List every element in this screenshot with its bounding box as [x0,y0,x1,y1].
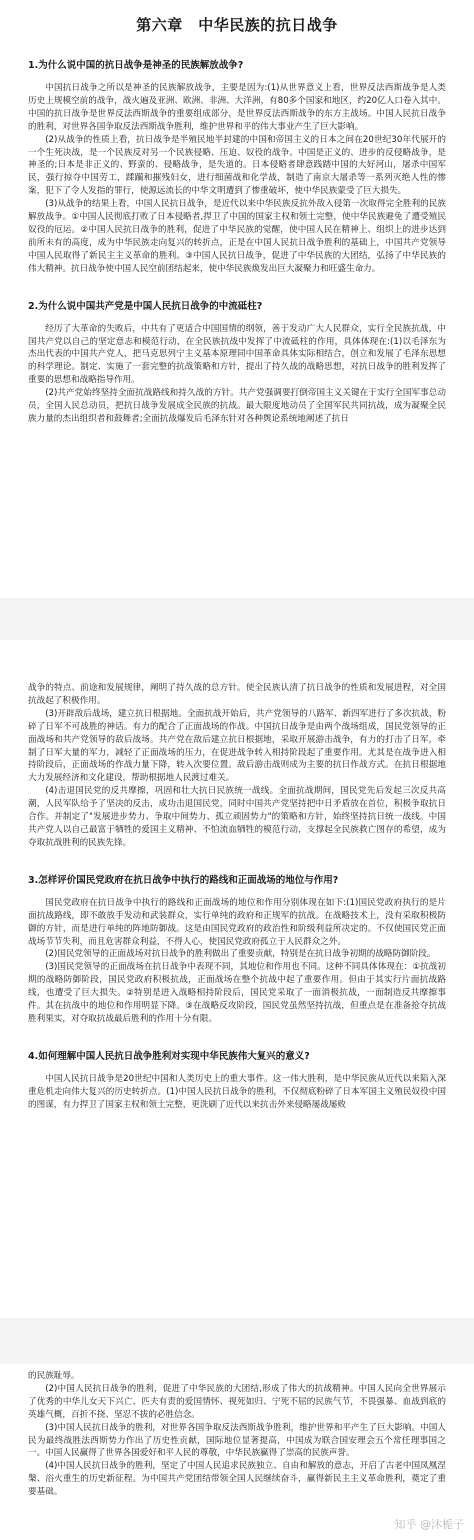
question-1-paragraph-3: (3)从战争的结果上看，中国人民抗日战争，是近代以来中华民族反抗外敌入侵第一次取得完全胜利的民族解放战争。①中国人民彻底打败了日本侵略者,捍卫了中国的国家主权和领土完整，使中华民族避免了遭受殖民奴役的厄运。②中国人民抗日战争的胜利，促进了中华民族的觉醒，使中国人民在精神上、组织上的进步达到前所未有的高度，成为中华民族走向复兴的转折点，正是在中国人民抗日战争胜利的基础上，中国共产党领导中国人民取得了新民主主义革命的胜利。③中国人民抗日战争，促进了中华民族的大团结，弘扬了中华民族的伟大精神。抗日战争使中国人民空前团结起来，使中华民族焕发出巨大凝聚力和旺盛生命力。 [28,199,446,274]
question-2-paragraph-4: (4)击退国民党的反共摩擦，巩固和壮大抗日民族统一战线。全面抗战期间，国民党先后发起三次反共高潮，人民军队给予了坚决的反击，成功击退国民党，同时中国共产党坚持把中日矛盾放在首位，积极争取抗日合作。并制定了"发展进步势力、争取中间势力、孤立顽固势力"的策略和方针，始终坚持抗日统一战线。中国共产党人以自己最富于牺牲的爱国主义精神、不怕流血牺牲的模范行动，支撑起全民族救亡图存的希望，成为夺取抗战胜利的民族先锋。 [28,786,446,848]
page-gap [0,1318,474,1364]
question-1-paragraph-1: 中国抗日战争之所以是神圣的民族解放战争，主要是因为:(1)从世界意义上看，世界反法西斯战争是人类历史上规模空前的战争，战火遍及亚洲、欧洲、非洲、大洋洲，有80多个国家和地区，约20亿人口卷入其中。中国的抗日战争是世界反法西斯战争的重要组成部分，是世界反法西斯战争的东方主战场。中国人民抗日战争的胜利，对世界各国争取反法西斯战争胜利，维护世界和平的伟大事业产生了巨大影响。 [28,83,446,132]
question-1-paragraph-2: (2)从战争的性质上看，抗日战争是半殖民地半封建的中国和帝国主义的日本之间在20世纪30年代展开的一个生死决战，是一个民族反对另一个民族侵略、压迫、奴役的战争。中国是正义的、进步的反侵略战争，是神圣的;日本是非正义的、野蛮的、侵略战争，是失道的。日本侵略者肆意践踏中国的大好河山，屠杀中国军民，强行掠夺中国劳工，蹂躏和摧残妇女，进行细菌战和化学战，制造了南京大屠杀等一系列灭绝人性的惨案，犯下了令人发指的罪行，使源远流长的中华文明遭到了惨重破坏，使中华民族蒙受了巨大损失。 [28,134,446,197]
question-4-paragraph-2: (2)中国人民抗日战争的胜利，促进了中华民族的大团结,形成了伟大的抗战精神。中国人民向全世界展示了优秀的中华儿女天下兴亡、匹夫有责的爱国情怀、视死如归、宁死不屈的民族气节，不畏强暴、血战到底的英雄气概，百折不挠、坚忍不拔的必胜信念。 [28,1383,446,1420]
question-4-paragraph-1-continued: 的民族耻辱。 [28,1371,80,1381]
question-4-paragraph-3: (3)中国人民抗日战争的胜利，对世界各国争取反法西斯战争胜利，维护世界和平产生了巨大影响。中国人民为最终战胜法西斯势力作出了历史性贡献，国际地位显著提高，中国成为联合国安理会五个常任理事国之一。中国人民赢得了世界各国爱好和平人民的尊敬，中华民族赢得了崇高的民族声誉。 [28,1422,446,1459]
question-2-section [28,298,446,426]
question-3-section [28,872,446,1026]
watermark: 知乎 @沐栀子 [394,1518,464,1531]
question-3-title: 3.怎样评价国民党政府在抗日战争中执行的路线和正面战场的地位与作用? [28,874,339,886]
document-page-3 [0,1364,474,1540]
question-4-section [28,1048,446,1112]
question-2-paragraph-2-continued: 战争的特点、前途和发展规律，阐明了持久战的总方针。使全民族认清了抗日战争的性质和发展进程，对全国抗战起了积极作用。 [28,683,446,706]
document-page-2 [0,640,474,1318]
question-3-paragraph-1: 国民党政府在抗日战争中执行的路线和正面战场的地位和作用分别体现在如下:(1)国民党政府执行的是片面抗战路线，即不敢放手发动和武装群众，实行单纯的政府和正规军的抗战。在战略技术上，没有采取积极防御的方针，而是进行单纯的阵地防御战。这是由国民党政府的政治性和阶级利益所决定的。不仅使国民党正面战场节节失利，而且危害群众利益，不得人心，使国民党政府孤立于人民群众之外。 [28,897,446,947]
document-page-1 [0,0,474,598]
question-4-paragraph-4: (4)中国人民抗日战争的胜利，坚定了中国人民追求民族独立、自由和解放的意志，开启了古老中国凤凰涅槃、浴火重生的历史新征程。为中国共产党团结带领全国人民继续奋斗，赢得新民主主义革命胜利，奠定了重要基础。 [28,1461,446,1498]
question-2-paragraph-1: 经历了大革命的失败后，中共有了更适合中国国情的纲领，善于发动广大人民群众，实行全民族抗战，中国共产党以自己的坚定意志和模范行动，在全民族抗战中发挥了中流砥柱的作用，具体体现在:(1)以毛泽东为杰出代表的中国共产党人，把马克思列宁主义基本原理同中国革命具体实际相结合，创立和发展了毛泽东思想的科学理论。制定、实施了一套完整的抗战策略和方针，提出了持久战的战略思想，对抗日战争的胜利发挥了重要的思想和战略指导作用。 [28,323,446,386]
question-2-continued [28,682,446,850]
question-2-paragraph-2: (2)共产党始终坚持全面抗战路线和持久战的方针。共产党强调要打倒帝国主义关键在于实行全国军事总动员，全国人民总动员，把抗日战争发展成全民族的抗战。最大限度地动员了全国军民共同抗战，成为凝聚全民族力量的杰出组织者和鼓舞者;全面抗战爆发后毛泽东针对各种舆论系统地阐述了抗日 [28,388,446,424]
question-2-paragraph-3: (3)开辟敌后战场，建立抗日根据地。全面抗战开始后，共产党领导的八路军、新四军进行了多次抗战，粉碎了日军不可战胜的神话。有力的配合了正面战场的作战。中国抗日战争是由两个战场组成，国民党领导的正面战场和共产党领导的敌后战场。共产党在敌后建立抗日根据地，采取开展游击战争，有力的打击了日军，牵制了日军大量的军力，减轻了正面战场的压力，在促进战争转入相持阶段起了重要作用。尤其是在战争进入相持阶段后，正面战场的作战力量下降，转入次要位置。敌后游击战则成为主要的抗日作战方式。在抗日根据地大力发展经济和文化建设，帮助根据地人民渡过难关。 [28,708,446,784]
question-4-paragraph-1: 中国人民抗日战争是20世纪中国和人类历史上的重大事件。这一伟大胜利，是中华民族从近代以来陷入深重危机走向伟大复兴的历史转折点。(1)中国人民抗日战争的胜利，不仅彻底粉碎了日本军国主义殖民奴役中国的图谋，有力捍卫了国家主权和领土完整，更洗刷了近代以来抗击外来侵略屡战屡败 [28,1073,446,1110]
question-1-title: 1.为什么说中国的抗日战争是神圣的民族解放战争? [28,60,244,71]
question-4-title: 4.如何理解中国人民抗日战争胜利对实现中华民族伟大复兴的意义? [28,1050,310,1062]
question-3-paragraph-2: (2)国民党领导的正面战场对抗日战争的胜利做出了重要贡献，特别是在抗日战争初期的战略防御阶段。 [45,949,436,960]
chapter-title: 第六章 中华民族的抗日战争 [136,16,338,34]
page-gap [0,598,474,640]
question-1-section [28,57,446,276]
question-3-paragraph-3: (3)国民党领导的正面战场在抗日战争中表现不同，其地位和作用也不同。这种不同具体体现在：①抗战初期的战略防御阶段，国民党政府积极抗战，正面战场在整个抗战中起了重要作用。但由于其实行片面抗战路线，也遭受了巨大损失。②特别是进入战略相持阶段后，国民党采取了一面消极抗战，一面制造反共摩擦事件。其在抗战中的地位和作用明显下降。③在战略反攻阶段，国民党虽然坚持抗战，但重点是在准备抢夺抗战胜利果实，对夺取抗战最后胜利的作用十分有限。 [28,962,446,1024]
question-2-title: 2.为什么说中国共产党是中国人民抗日战争的中流砥柱? [28,300,263,312]
